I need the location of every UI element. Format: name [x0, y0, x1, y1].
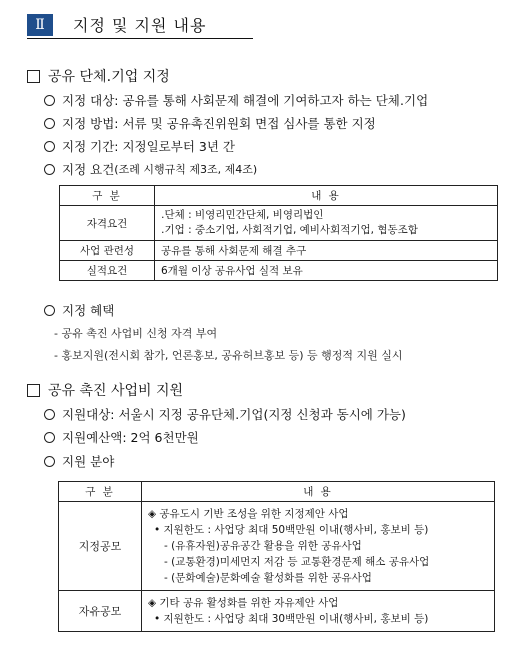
item-text: 지원대상: 서울시 지정 공유단체․기업(지정 신청과 동시에 가능): [62, 407, 406, 422]
content-line: - (교통환경)미세먼지 저감 등 교통환경문제 해소 공유사업: [164, 556, 430, 568]
item-text: 지정 기간: 지정일로부터 3년 간: [62, 139, 235, 154]
row-content: 공유를 통해 사회문제 해결 추구: [155, 241, 498, 261]
section-title: 지정 및 지원 내용: [73, 16, 207, 35]
table-header: 구 분: [59, 482, 142, 502]
funding-table: [58, 481, 495, 632]
content-line: - (유휴자원)공유공간 활용을 위한 공유사업: [164, 540, 362, 552]
table-header: 내 용: [155, 186, 498, 206]
heading-funding-text: 공유 촉진 사업비 지원: [48, 383, 184, 399]
item-text: 지정 대상: 공유를 통해 사회문제 해결에 기여하고자 하는 단체․기업: [62, 93, 429, 108]
heading-designation: [27, 66, 170, 86]
circle-bullet-icon: [44, 456, 55, 467]
heading-funding: [27, 380, 183, 400]
item-text: 지정 방법: 서류 및 공유촉진위원회 면접 심사를 통한 지정: [62, 116, 376, 131]
table-row: [60, 241, 498, 261]
square-bullet-icon: [27, 70, 40, 83]
circle-bullet-icon: [44, 305, 55, 316]
table-header: 내 용: [142, 482, 495, 502]
list-item: [44, 405, 406, 423]
circle-bullet-icon: [44, 118, 55, 129]
table-row: [59, 502, 495, 591]
item-text: 지정 혜택: [62, 303, 115, 318]
section-number-badge: Ⅱ: [27, 14, 53, 36]
item-text: 지원예산액: 2억 6천만원: [62, 430, 199, 445]
list-item: [44, 114, 376, 132]
content-line: • 지원한도 : 사업당 최대 30백만원 이내(행사비, 홍보비 등): [154, 613, 429, 625]
square-bullet-icon: [27, 384, 40, 397]
circle-bullet-icon: [44, 95, 55, 106]
list-item: [44, 160, 257, 178]
list-item: [44, 91, 428, 109]
content-line: ․단체 : 비영리민간단체, 비영리법인: [161, 209, 324, 221]
heading-designation-text: 공유 단체․기업 지정: [48, 69, 170, 85]
circle-bullet-icon: [44, 409, 55, 420]
content-line: ◈ 기타 공유 활성화를 위한 자유제안 사업: [148, 597, 339, 609]
sub-item: - 홍보지원(전시회 참가, 언론홍보, 공유허브홍보 등) 등 행정적 지원 실시: [54, 349, 403, 362]
sub-item: - 공유 촉진 사업비 신청 자격 부여: [54, 327, 218, 340]
table-header-row: [60, 186, 498, 206]
content-line: ․기업 : 중소기업, 사회적기업, 예비사회적기업, 협동조합: [161, 224, 418, 236]
row-label: 자유공모: [59, 591, 142, 632]
circle-bullet-icon: [44, 432, 55, 443]
item-note: (조례 시행규칙 제3조, 제4조): [114, 163, 258, 176]
item-text: 지정 요건: [62, 162, 115, 177]
section-header: [27, 12, 253, 39]
list-item: [44, 301, 114, 319]
row-label: 사업 관련성: [60, 241, 155, 261]
content-line: ◈ 공유도시 기반 조성을 위한 지정제안 사업: [148, 508, 349, 520]
row-label: 지정공모: [59, 502, 142, 591]
table-row: [59, 591, 495, 632]
requirements-table: [59, 185, 498, 281]
row-label: 실적요건: [60, 261, 155, 281]
list-item: [44, 137, 235, 155]
content-line: • 지원한도 : 사업당 최대 50백만원 이내(행사비, 홍보비 등): [154, 524, 429, 536]
table-row: [60, 206, 498, 241]
item-text: 지원 분야: [62, 454, 115, 469]
circle-bullet-icon: [44, 164, 55, 175]
content-line: - (문화예술)문화예술 활성화를 위한 공유사업: [164, 572, 372, 584]
table-header: 구 분: [60, 186, 155, 206]
list-item: [44, 452, 114, 470]
circle-bullet-icon: [44, 141, 55, 152]
table-row: [60, 261, 498, 281]
row-content: 6개월 이상 공유사업 실적 보유: [155, 261, 498, 281]
row-content: [142, 502, 495, 591]
row-content: [142, 591, 495, 632]
row-label: 자격요건: [60, 206, 155, 241]
list-item: [44, 428, 199, 446]
row-content: [155, 206, 498, 241]
table-header-row: [59, 482, 495, 502]
